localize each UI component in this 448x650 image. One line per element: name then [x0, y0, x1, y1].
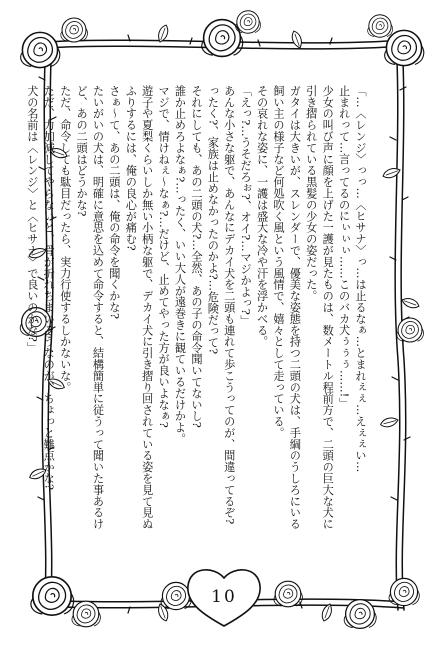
text-line: ガタイは大きいが、スレンダーで、優美な姿態を持つ二頭の犬は、手綱のうしろにいる: [288, 85, 302, 530]
text-line: ったく?、家族は止めなかったのかよ?…危険だって?: [206, 85, 220, 355]
text-line: 止まれって…言ってるのにぃぃぃ……このバカ犬ぅぅぅ……!」: [337, 85, 351, 409]
text-line: 遊子や夏梨くらいしか無い小柄な躯で、デカイ犬に引き摺り回されている姿を見て見ぬ: [140, 85, 154, 530]
text-line: その哀れな姿に、一護は盛大な冷や汗を浮かべる。: [255, 85, 269, 348]
novel-text-body: [25, 85, 368, 555]
text-line: 飼い主の様子など何処吹く風という風情で、嬉々として走っている。: [271, 85, 285, 439]
text-line: 犬の名前は〈レンジ〉と〈ヒサナ〉で良いのかな?」: [25, 85, 39, 354]
page-number: 10: [211, 587, 237, 607]
text-line: ど、あの二頭はどうかな?: [75, 85, 89, 217]
text-line: あんな小さな躯で、あんなにデカイ犬を二頭も連れて歩こうってのが、間違ってるぞ?: [222, 85, 236, 525]
text-line: さぁ～て、あの二頭は、俺の命令を聞くかな?: [107, 85, 121, 320]
text-line: 「…〈レンジ〉っっ…〈ヒサナ〉っ…は止るなぁ…とまれぇぇ…えぇぇい…: [354, 85, 367, 473]
text-line: たいがいの犬は、明確に意思を込めて命令すると、結構簡単に従うって聞いた事あるけ: [91, 85, 105, 530]
text-line: 「えっ?…うそだろぉ?、オイ?…マジかよっ?」: [239, 85, 253, 327]
text-line: 少女の叫び声に顔を上げた一護が見たものは、数メートル程前方で、二頭の巨大な犬に: [321, 85, 335, 530]
text-line: ただ、力加減してやらないと、骨が折れちまいそうなのが、ちょっと難点かな?: [42, 85, 56, 491]
text-line: それにしても、あの二頭の犬?…全然、あの子の命令聞いてないし?: [189, 85, 203, 428]
text-line: 引き摺られている黒髪の少女の姿だった。: [304, 85, 318, 302]
text-line: 誰か止めろよなぁ?…ったく、いい大人が遠巻きに観ているだけかよ。: [173, 85, 187, 445]
text-line: ふりするには、俺の良心が痛む?: [124, 85, 138, 251]
text-line: ただ、命令しても駄目だったら、実力行使するしかないな。: [58, 85, 72, 393]
text-line: マジで、情けねぇ～なぁ?…だけど、止めてやった方が良いよなぁ?: [157, 85, 171, 428]
